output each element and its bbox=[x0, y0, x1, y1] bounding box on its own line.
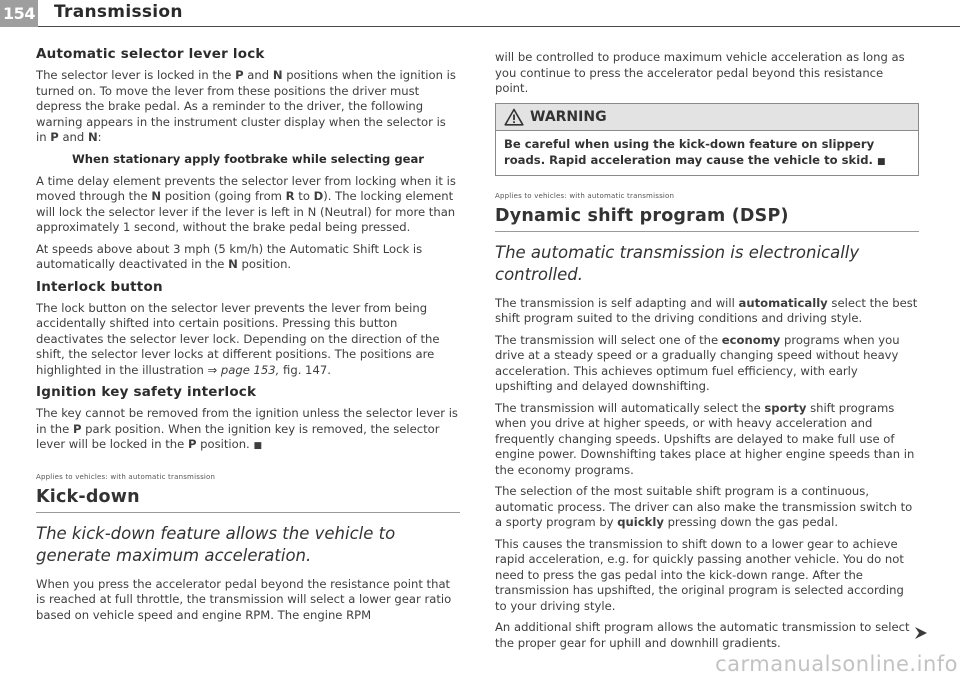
header-rule bbox=[38, 26, 960, 27]
watermark: carmanualsonline.info bbox=[715, 652, 958, 676]
warning-box bbox=[495, 103, 919, 176]
page-title: Transmission bbox=[54, 2, 183, 22]
heading-interlock-button: Interlock button bbox=[36, 278, 163, 295]
paragraph-ignition-key: The key cannot be removed from the ignition unless the selector lever is in the P park position. When the ignition key is removed, the selector lever will be locked in the P position. ■ bbox=[36, 406, 458, 451]
paragraph-self-adapting: The transmission is self adapting and will automatically select the best shift program suited to the driving conditions and driving style. bbox=[495, 295, 918, 325]
right-column bbox=[495, 50, 919, 657]
paragraph-time-delay: A time delay element prevents the selector lever from locking when it is moved through the N position (going from R to D). The locking element will lock the selector lever if the lever is left in N (Neutral) for more than approximately 1 second, without the brake pedal being pressed. bbox=[36, 173, 456, 234]
warning-header bbox=[496, 104, 918, 131]
paragraph-sporty: The transmission will automatically select the sporty shift programs when you drive at higher speeds, or with heavy acceleration and frequently changing speeds. Upshifts are delayed to make full use of engine power. Downshifting takes place at higher engine speeds than in the economy programs. bbox=[495, 400, 915, 477]
paragraph-kick-down: When you press the accelerator pedal beyond the resistance point that is reached at full throttle, the transmission will select a lower gear ratio based on vehicle speed and engine RPM. The engine RPM bbox=[36, 576, 452, 622]
end-of-section-mark: ■ bbox=[876, 156, 886, 167]
paragraph-economy: The transmission will select one of the economy programs when you drive at a steady speed or a gradually changing speed without heavy acceleration. This achieves optimum fuel efficiency, with early upshifting and delayed downshifting. bbox=[495, 332, 900, 393]
paragraph-gradients: An additional shift program allows the automatic transmission to select the proper gear for uphill and downhill gradients. bbox=[495, 620, 910, 650]
paragraph-selector-lock: The selector lever is locked in the P and N positions when the ignition is turned on. To move the lever from these positions the driver must depress the brake pedal. As a reminder to the driver, the following warning appears in the instrument cluster display when the selector is in P and N: bbox=[36, 68, 456, 144]
applies-note: Applies to vehicles: with automatic transmission bbox=[495, 191, 675, 200]
lead-kick-down: The kick-down feature allows the vehicle to generate maximum acceleration. bbox=[36, 523, 396, 565]
paragraph-kick-down-cont: will be controlled to produce maximum vehicle acceleration as long as you continue to press the accelerator pedal beyond this resistance point. bbox=[495, 50, 905, 95]
warning-label: WARNING bbox=[530, 108, 607, 125]
left-column bbox=[36, 42, 460, 629]
heading-ignition-key-interlock: Ignition key safety interlock bbox=[36, 384, 257, 400]
display-message: When stationary apply footbrake while selecting gear bbox=[71, 151, 425, 166]
paragraph-interlock: The lock button on the selector lever prevents the lever from being accidentally shifted into certain positions. Pressing this button deactivates the selector lever lock. Depending on the direction of the shift, the selector lever locks at different positions. The positions are highlighted in the illustration ⇒ page 153, fig. 147. bbox=[36, 300, 440, 377]
heading-dsp: Dynamic shift program (DSP) bbox=[495, 206, 919, 232]
page-number: 154 bbox=[0, 0, 38, 27]
paragraph-downshift: This causes the transmission to shift down to a lower gear to achieve rapid acceleration, e.g. for quickly passing another vehicle. You do not need to press the gas pedal into the kick-down range. After the transmission has upshifted, the original program is selected according to your driving style. bbox=[495, 536, 904, 613]
page-reference-link[interactable]: ⇒ page 153, bbox=[207, 362, 280, 377]
warning-triangle-icon bbox=[504, 108, 524, 126]
paragraph-selection: The selection of the most suitable shift program is a continuous, automatic process. The driver can also make the transmission switch to a sporty program by quickly pressing down the gas pedal. bbox=[495, 484, 913, 529]
lead-dsp: The automatic transmission is electronically controlled. bbox=[495, 242, 860, 284]
warning-text: Be careful when using the kick-down feature on slippery roads. Rapid acceleration may cause the vehicle to skid. ■ bbox=[504, 136, 886, 167]
heading-selector-lever-lock: Automatic selector lever lock bbox=[36, 46, 265, 62]
heading-kick-down: Kick-down bbox=[36, 487, 460, 513]
next-page-arrow-icon[interactable] bbox=[913, 626, 929, 640]
end-of-section-mark: ■ bbox=[253, 441, 262, 451]
paragraph-speed-deactivation: At speeds above about 3 mph (5 km/h) the Automatic Shift Lock is automatically deactivated in the N position. bbox=[36, 241, 423, 271]
applies-note: Applies to vehicles: with automatic transmission bbox=[36, 472, 216, 481]
